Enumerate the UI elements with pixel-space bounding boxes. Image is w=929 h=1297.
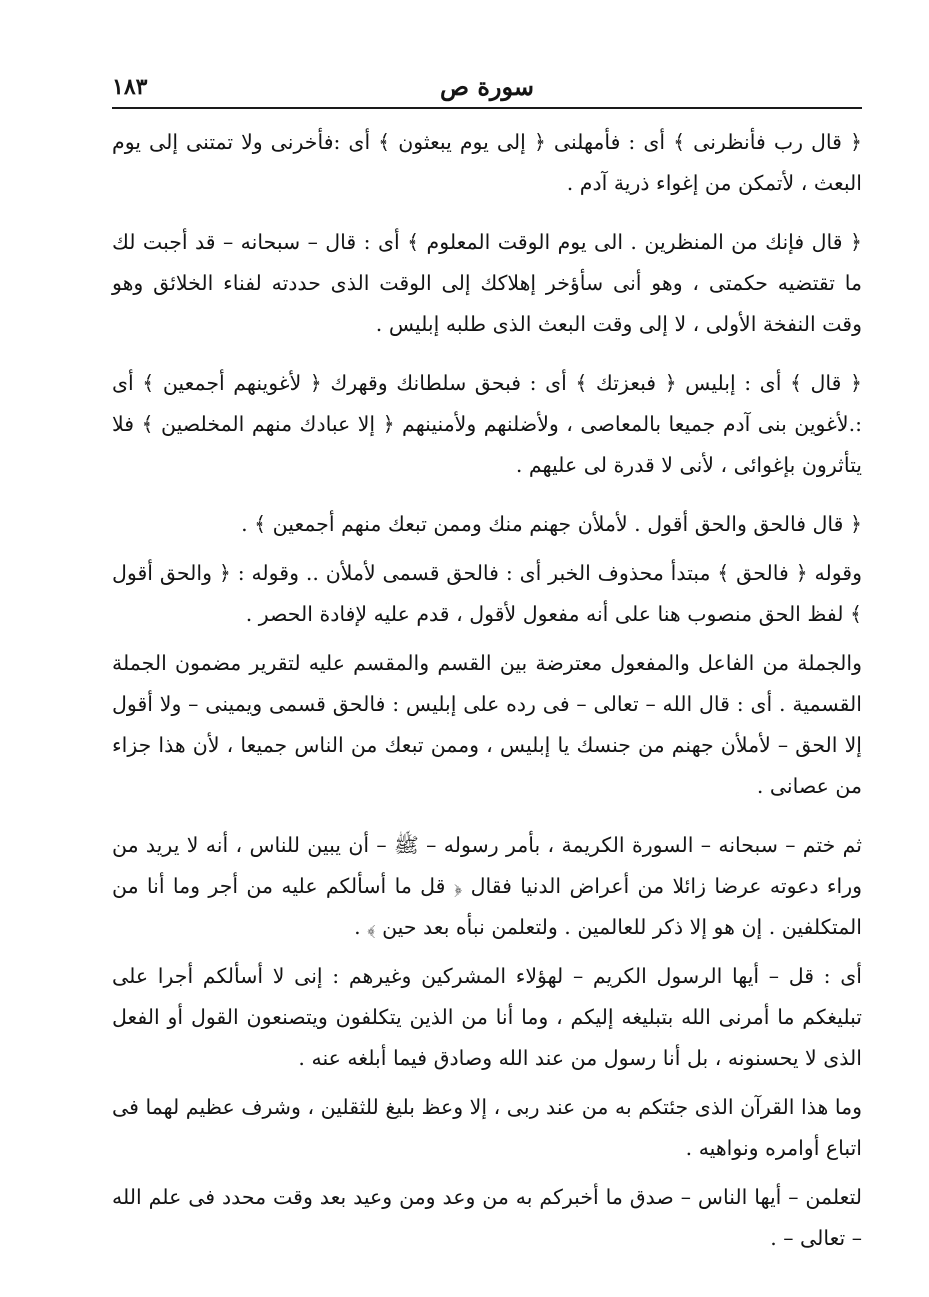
paragraph-10: لتعلمن – أيها الناس – صدق ما أخبركم به من وعد ومن وعيد بعد وقت محدد فى علم الله – تعالى – . — [112, 1185, 862, 1250]
page-header — [112, 60, 862, 108]
paragraph-spacer — [112, 1169, 862, 1177]
paragraph-4: ﴿ قال فالحق والحق أقول . لأملأن جهنم منك وممن تبعك منهم أجمعين ﴾ . — [241, 512, 862, 536]
paragraph-6: والجملة من الفاعل والمفعول معترضة بين القسم والمقسم عليه لتقرير مضمون الجملة القسمية . أى : قال الله – تعالى – فى رده على إبليس : فالحق قسمى ويمينى – ولا أقول إلا الحق – لأملأن جهنم من جنسك يا إبليس ، وممن تبعك من الناس جميعا ، لأن هذا جزاء من عصانى . — [112, 651, 862, 798]
paragraph-spacer — [112, 545, 862, 553]
paragraph-spacer — [112, 635, 862, 643]
paragraph-3: ﴿ قال ﴾ أى : إبليس ﴿ فبعزتك ﴾ أى : فبحق سلطانك وقهرك ﴿ لأغوينهم أجمعين ﴾ أى :.لأغوين بنى آدم جميعا بالمعاصى ، ولأضلنهم ولأمنينهم ﴿ إلا عبادك منهم المخلصين ﴾ فلا يتأثرون بإغوائى ، لأنى لا قدرة لى عليهم . — [112, 371, 862, 477]
paragraph-spacer — [112, 486, 862, 504]
running-head-surah-title: سورة ص — [439, 72, 535, 101]
paragraph-1: ﴿ قال رب فأنظرنى ﴾ أى : فأمهلنى ﴿ إلى يوم يبعثون ﴾ أى :فأخرنى ولا تمتنى إلى يوم البعث ، لأتمكن من إغواء ذرية آدم . — [112, 130, 862, 195]
header-rule — [112, 107, 862, 109]
paragraph-2: ﴿ قال فإنك من المنظرين . الى يوم الوقت المعلوم ﴾ أى : قال – سبحانه – قد أجبت لك ما تقتضيه حكمتى ، وهو أنى سأؤخر إهلاكك إلى الوقت الذى حددته لفناء الخلائق وهو وقت النفخة الأولى ، لا إلى وقت البعث الذى طلبه إبليس . — [112, 230, 862, 336]
paragraph-spacer — [112, 345, 862, 363]
page-number: ١٨٣ — [112, 74, 148, 100]
paragraph-spacer — [112, 807, 862, 825]
paragraph-9: وما هذا القرآن الذى جئتكم به من عند ربى ، إلا وعظ بليغ للثقلين ، وشرف عظيم لهما فى اتباع أوامره ونواهيه . — [112, 1095, 862, 1160]
paragraph-spacer — [112, 1079, 862, 1087]
paragraph-spacer — [112, 204, 862, 222]
body-text — [112, 122, 862, 1259]
paragraph-5: وقوله ﴿ فالحق ﴾ مبتدأ محذوف الخبر أى : فالحق قسمى لأملأن .. وقوله : ﴿ والحق أقول ﴾ لفظ الحق منصوب هنا على أنه مفعول لأقول ، قدم عليه لإفادة الحصر . — [112, 561, 862, 626]
paragraph-spacer — [112, 948, 862, 956]
paragraph-8: أى : قل – أيها الرسول الكريم – لهؤلاء المشركين وغيرهم : إنى لا أسألكم أجرا على تبليغكم ما أمرنى الله بتبليغه إليكم ، وما أنا من الذين يتكلفون ويتصنعون القول أو الفعل الذى لا يحسنونه ، بل أنا رسول من عند الله وصادق فيما أبلغه عنه . — [112, 964, 862, 1070]
paragraph-7: ثم ختم – سبحانه – السورة الكريمة ، بأمر رسوله – ﷺ – أن يبين للناس ، أنه لا يريد من وراء دعوته عرضا زائلا من أعراض الدنيا فقال ﴿ قل ما أسألكم عليه من أجر وما أنا من المتكلفين . إن هو إلا ذكر للعالمين . ولتعلمن نبأه بعد حين ﴾ . — [112, 833, 862, 939]
